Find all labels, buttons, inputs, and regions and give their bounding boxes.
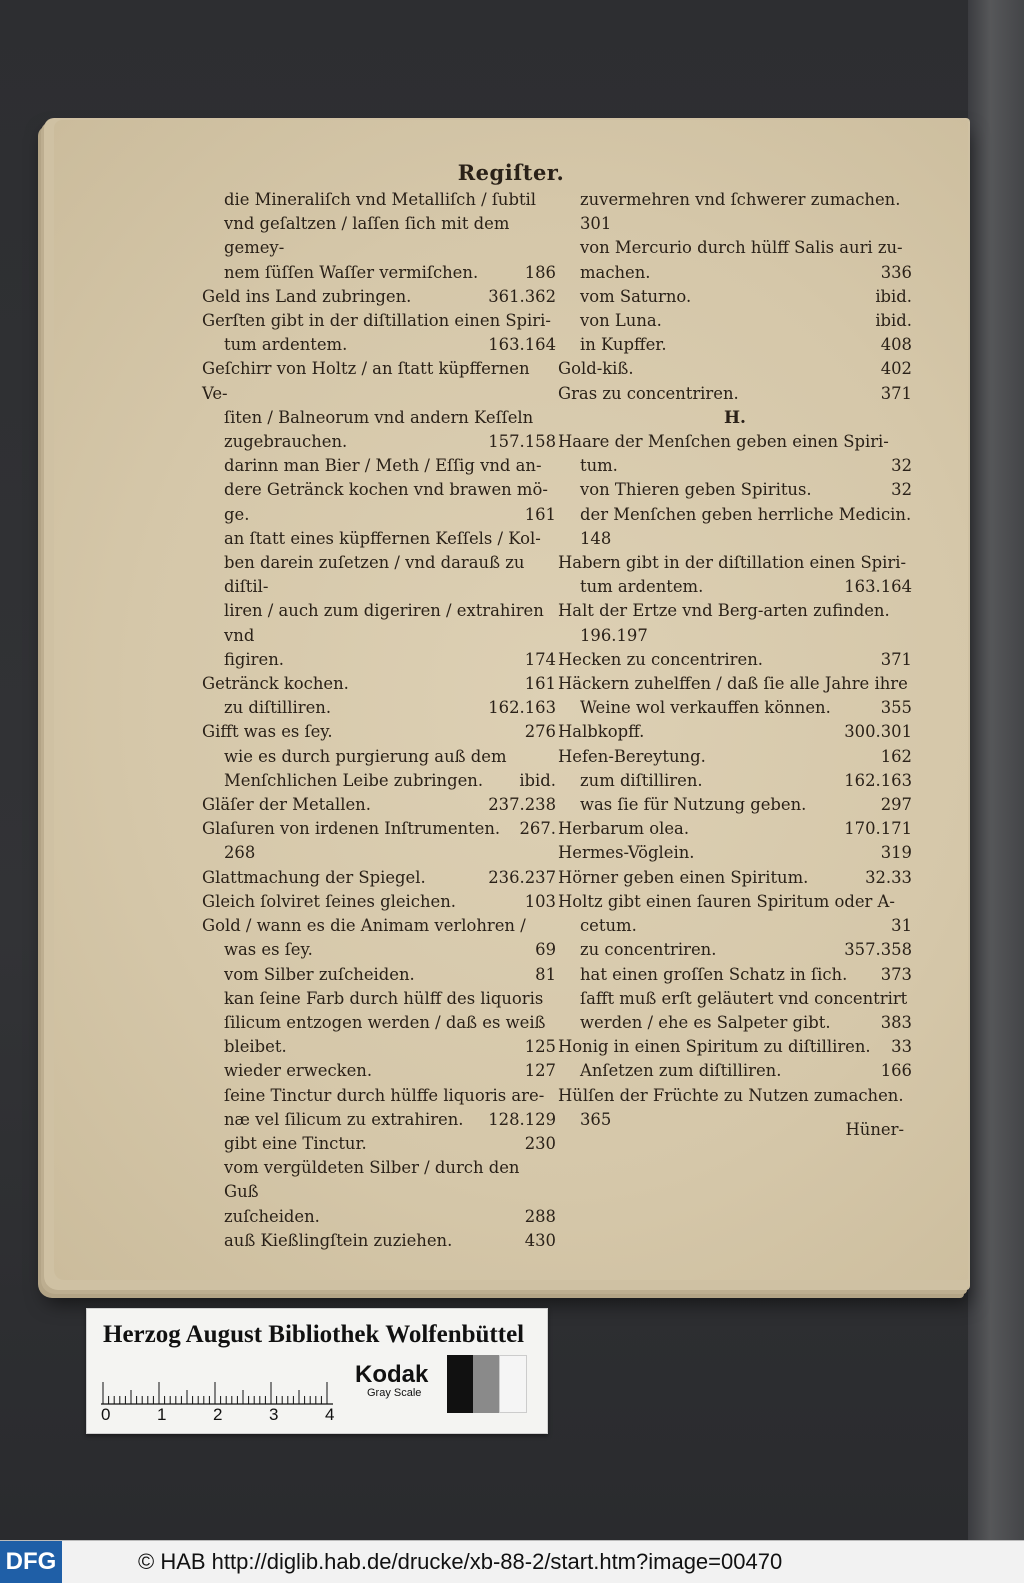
register-entry	[558, 938, 912, 962]
register-entry	[558, 599, 912, 623]
entry-text: nem ſüſſen Waſſer vermiſchen.	[224, 262, 479, 282]
entry-text: der Menſchen geben herrliche Medicin.	[580, 504, 912, 524]
entry-text: ſiten / Balneorum vnd andern Keſſeln	[224, 407, 534, 427]
register-entry	[202, 841, 556, 865]
entry-page-ref: 300.301	[844, 722, 912, 742]
entry-text: figiren.	[224, 649, 284, 669]
entry-page-ref: 127	[524, 1061, 556, 1081]
scale-ruler	[101, 1371, 341, 1405]
entry-text: von Mercurio durch hülff Salis auri zu-	[580, 238, 903, 258]
register-entry	[558, 769, 912, 793]
entry-page-ref: 163.164	[844, 577, 912, 597]
entry-text: Anſetzen zum diſtilliren.	[580, 1061, 782, 1081]
swatch-black	[447, 1355, 473, 1413]
entry-text: gibt eine Tinctur.	[224, 1133, 367, 1153]
register-entry	[558, 624, 912, 648]
entry-page-ref: 371	[880, 649, 912, 669]
entry-text: Habern gibt in der diſtillation einen Spiri-	[558, 553, 907, 573]
register-entry	[558, 261, 912, 285]
register-entry	[202, 333, 556, 357]
entry-page-ref: 162.163	[844, 770, 912, 790]
entry-page-ref: 230	[524, 1133, 556, 1153]
catchword: Hüner-	[845, 1120, 904, 1139]
register-entry	[558, 454, 912, 478]
library-name: Herzog August Bibliothek Wolfenbüttel	[103, 1321, 525, 1348]
register-entry	[558, 527, 912, 551]
entry-text: kan ſeine Farb durch hülff des liquoris	[224, 988, 544, 1008]
entry-text: tum ardentem.	[580, 577, 704, 597]
copyright-link[interactable]: © HAB http://diglib.hab.de/drucke/xb-88-2/start.htm?image=00470	[138, 1549, 783, 1574]
register-entry	[558, 382, 912, 406]
entry-page-ref: 174	[524, 649, 556, 669]
entry-text: næ vel ſilicum zu extrahiren.	[224, 1109, 464, 1129]
entry-page-ref: 163.164	[488, 335, 556, 355]
entry-page-ref: 162.163	[488, 698, 556, 718]
entry-text: ſeine Tinctur durch hülffe liquoris are-	[224, 1085, 545, 1105]
register-entry	[558, 236, 912, 260]
entry-text: 196.197	[580, 625, 648, 645]
register-entry	[558, 648, 912, 672]
register-entry	[558, 575, 912, 599]
entry-page-ref: 157.158	[488, 432, 556, 452]
register-entry	[202, 599, 556, 647]
register-entry	[202, 212, 556, 260]
register-entry	[202, 1229, 556, 1253]
entry-page-ref: 336	[880, 262, 912, 282]
register-entry	[202, 1011, 556, 1035]
entry-text: ge.	[224, 504, 250, 524]
entry-page-ref: 170.171	[844, 819, 912, 839]
register-entry	[558, 672, 912, 696]
entry-text: dere Getränck kochen vnd brawen mö-	[224, 480, 548, 500]
register-entry	[202, 454, 556, 478]
entry-page-ref: 408	[880, 335, 912, 355]
register-entry	[558, 914, 912, 938]
register-entry	[202, 430, 556, 454]
entry-text: Häckern zuhelffen / daß ſie alle Jahre ihre	[558, 674, 908, 694]
register-entry	[202, 1035, 556, 1059]
entry-page-ref: 319	[880, 843, 912, 863]
entry-text: tum.	[580, 456, 618, 476]
entry-text: von Luna.	[580, 311, 662, 331]
register-entry	[202, 1205, 556, 1229]
register-entry	[202, 866, 556, 890]
entry-text: Gerſten gibt in der diſtillation einen Spiri-	[202, 311, 551, 331]
register-entry	[202, 648, 556, 672]
register-entry	[558, 720, 912, 744]
register-column-left	[202, 188, 556, 1253]
register-entry	[202, 963, 556, 987]
register-entry	[202, 1084, 556, 1108]
entry-text: Weine wol verkauffen können.	[580, 698, 831, 718]
entry-page-ref: 161	[524, 674, 556, 694]
register-entry	[558, 987, 912, 1011]
entry-page-ref: 237.238	[488, 795, 556, 815]
entry-text: Glaſuren von irdenen Inſtrumenten.	[202, 819, 501, 839]
register-entry	[558, 503, 912, 527]
register-entry	[558, 866, 912, 890]
entry-page-ref: 69	[535, 940, 556, 960]
entry-text: Haare der Menſchen geben einen Spiri-	[558, 432, 889, 452]
adjacent-page-edge	[968, 0, 1024, 1540]
register-entry	[558, 745, 912, 769]
entry-text: Glattmachung der Spiegel.	[202, 867, 426, 887]
register-entry	[202, 188, 556, 212]
register-column-right	[558, 188, 912, 1132]
register-entry	[558, 357, 912, 381]
entry-text: wieder erwecken.	[224, 1061, 373, 1081]
entry-page-ref: 297	[880, 795, 912, 815]
register-entry	[558, 1035, 912, 1059]
entry-text: zu concentriren.	[580, 940, 717, 960]
register-entry	[202, 285, 556, 309]
register-entry	[202, 357, 556, 405]
register-entry	[202, 817, 556, 841]
entry-text: Gläſer der Metallen.	[202, 795, 371, 815]
register-entry	[558, 1011, 912, 1035]
register-entry	[202, 551, 556, 599]
entry-page-ref: 355	[880, 698, 912, 718]
entry-page-ref: 31	[891, 916, 912, 936]
ruler-number: 0	[101, 1405, 111, 1424]
register-entry	[202, 503, 556, 527]
entry-text: Hefen-Bereytung.	[558, 746, 706, 766]
entry-text: Geſchirr von Holtz / an ſtatt küpffernen Ve-	[202, 359, 530, 403]
entry-text: hat einen groſſen Schatz in ſich.	[580, 964, 848, 984]
entry-page-ref: 186	[524, 262, 556, 282]
entry-text: Gold / wann es die Animam verlohren /	[202, 916, 526, 936]
entry-text: in Kupffer.	[580, 335, 667, 355]
register-entry	[202, 890, 556, 914]
entry-page-ref: 32	[891, 456, 912, 476]
register-entry	[202, 938, 556, 962]
register-entry	[558, 188, 912, 212]
entry-page-ref: 373	[880, 964, 912, 984]
register-entry	[558, 1084, 912, 1108]
entry-text: Hülſen der Früchte zu Nutzen zumachen.	[558, 1085, 904, 1105]
entry-text: auß Kießlingſtein zuziehen.	[224, 1230, 453, 1250]
entry-page-ref: 371	[880, 383, 912, 403]
entry-page-ref: ibid.	[519, 770, 556, 790]
register-entry	[202, 745, 556, 769]
entry-text: Halt der Ertze vnd Berg-arten zufinden.	[558, 601, 890, 621]
register-entry	[202, 1156, 556, 1204]
entry-text: 301	[580, 214, 612, 234]
entry-text: vom Saturno.	[580, 286, 692, 306]
register-entry	[558, 1059, 912, 1083]
entry-text: Geld ins Land zubringen.	[202, 286, 412, 306]
register-entry	[558, 696, 912, 720]
register-entry	[202, 987, 556, 1011]
entry-text: Menſchlichen Leibe zubringen.	[224, 770, 484, 790]
ruler-numbers	[101, 1405, 361, 1425]
entry-text: vom Silber zuſcheiden.	[224, 964, 415, 984]
running-head: Regiſter.	[457, 160, 565, 185]
register-entry	[202, 672, 556, 696]
entry-page-ref: 383	[880, 1012, 912, 1032]
entry-text: Gras zu concentriren.	[558, 383, 739, 403]
ruler-number: 2	[213, 1405, 223, 1424]
register-entry	[558, 890, 912, 914]
swatch-gray	[473, 1355, 499, 1413]
entry-text: Getränck kochen.	[202, 674, 349, 694]
entry-text: vom vergüldeten Silber / durch den Guß	[224, 1158, 520, 1202]
entry-text: bleibet.	[224, 1037, 287, 1057]
register-entry	[202, 720, 556, 744]
entry-page-ref: ibid.	[875, 286, 912, 306]
register-entry	[202, 1108, 556, 1132]
library-color-card	[86, 1308, 548, 1434]
entry-page-ref: 276	[524, 722, 556, 742]
register-entry	[558, 841, 912, 865]
entry-page-ref: 162	[880, 746, 912, 766]
entry-text: Honig in einen Spiritum zu diſtilliren.	[558, 1037, 871, 1057]
ruler-number: 1	[157, 1405, 167, 1424]
entry-text: zuſcheiden.	[224, 1206, 320, 1226]
ruler-number: 4	[325, 1405, 335, 1424]
gray-swatches	[447, 1355, 527, 1413]
book-page	[54, 120, 968, 1280]
register-entry	[558, 309, 912, 333]
register-entry	[558, 793, 912, 817]
entry-text: Halbkopff.	[558, 722, 645, 742]
entry-page-ref: 288	[524, 1206, 556, 1226]
entry-text: 365	[580, 1109, 612, 1129]
entry-text: von Thieren geben Spiritus.	[580, 480, 812, 500]
register-entry	[202, 406, 556, 430]
entry-text: an ſtatt eines küpffernen Keſſels / Kol-	[224, 528, 541, 548]
register-entry	[202, 478, 556, 502]
entry-page-ref: 361.362	[488, 286, 556, 306]
register-entry	[202, 527, 556, 551]
register-entry	[202, 1059, 556, 1083]
entry-text: die Mineraliſch vnd Metalliſch / ſubtil	[224, 190, 537, 209]
kodak-brand: Kodak	[355, 1361, 429, 1388]
register-entry	[558, 478, 912, 502]
swatch-white	[499, 1355, 527, 1413]
entry-text: zuvermehren vnd ſchwerer zumachen.	[580, 190, 901, 209]
section-letter: H.	[724, 407, 746, 428]
entry-page-ref: 166	[880, 1061, 912, 1081]
entry-text: ſilicum entzogen werden / daß es weiß	[224, 1012, 546, 1032]
register-entry	[558, 817, 912, 841]
entry-text: zu diſtilliren.	[224, 698, 332, 718]
entry-text: Hecken zu concentriren.	[558, 649, 763, 669]
entry-text: 268	[224, 843, 256, 863]
ruler-number: 3	[269, 1405, 279, 1424]
entry-page-ref: 236.237	[488, 867, 556, 887]
entry-text: machen.	[580, 262, 651, 282]
entry-page-ref: 33	[891, 1037, 912, 1057]
entry-text: was es ſey.	[224, 940, 313, 960]
entry-page-ref: 125	[524, 1037, 556, 1057]
entry-page-ref: ibid.	[875, 311, 912, 331]
entry-page-ref: 402	[880, 359, 912, 379]
register-entry	[202, 1132, 556, 1156]
register-entry	[558, 963, 912, 987]
register-entry	[202, 696, 556, 720]
entry-page-ref: 128.129	[488, 1109, 556, 1129]
entry-text: Hörner geben einen Spiritum.	[558, 867, 809, 887]
entry-text: Gifft was es ſey.	[202, 722, 333, 742]
entry-text: Gleich ſolviret ſeines gleichen.	[202, 891, 456, 911]
entry-page-ref: 103	[524, 891, 556, 911]
entry-page-ref: 267.	[519, 819, 556, 839]
register-entry	[202, 261, 556, 285]
gray-scale-label: Gray Scale	[367, 1387, 422, 1399]
entry-page-ref: 32.33	[865, 867, 912, 887]
entry-text: zum diſtilliren.	[580, 770, 703, 790]
entry-text: wie es durch purgierung auß dem	[224, 746, 507, 766]
entry-page-ref: 81	[535, 964, 556, 984]
entry-text: werden / ehe es Salpeter gibt.	[580, 1012, 831, 1032]
register-entry	[558, 212, 912, 236]
register-entry	[558, 430, 912, 454]
register-entry	[558, 333, 912, 357]
register-entry	[202, 793, 556, 817]
entry-page-ref: 430	[524, 1230, 556, 1250]
entry-text: Holtz gibt einen ſauren Spiritum oder A-	[558, 891, 895, 911]
register-entry	[202, 914, 556, 938]
entry-page-ref: 161	[524, 504, 556, 524]
entry-text: vnd geſaltzen / laſſen ſich mit dem gemey-	[224, 214, 510, 258]
register-entry	[558, 551, 912, 575]
entry-text: was ſie für Nutzung geben.	[580, 795, 807, 815]
entry-page-ref: 357.358	[844, 940, 912, 960]
register-entry	[202, 309, 556, 333]
dfg-logo: DFG	[0, 1541, 62, 1583]
entry-text: liren / auch zum digeriren / extrahiren vnd	[224, 601, 544, 645]
register-entry	[202, 769, 556, 793]
entry-text: tum ardentem.	[224, 335, 348, 355]
entry-text: 148	[580, 528, 612, 548]
entry-text: Gold-kiß.	[558, 359, 634, 379]
entry-text: Herbarum olea.	[558, 819, 690, 839]
register-entry	[558, 285, 912, 309]
entry-text: ben darein zuſetzen / vnd darauß zu diſtil-	[224, 553, 525, 597]
entry-text: cetum.	[580, 916, 637, 936]
entry-text: darinn man Bier / Meth / Eſſig vnd an-	[224, 456, 542, 476]
entry-text: Hermes-Vöglein.	[558, 843, 695, 863]
entry-text: ſafft muß erſt geläutert vnd concentrirt	[580, 988, 908, 1008]
footer-bar	[0, 1540, 1024, 1583]
entry-text: zugebrauchen.	[224, 432, 348, 452]
entry-page-ref: 32	[891, 480, 912, 500]
